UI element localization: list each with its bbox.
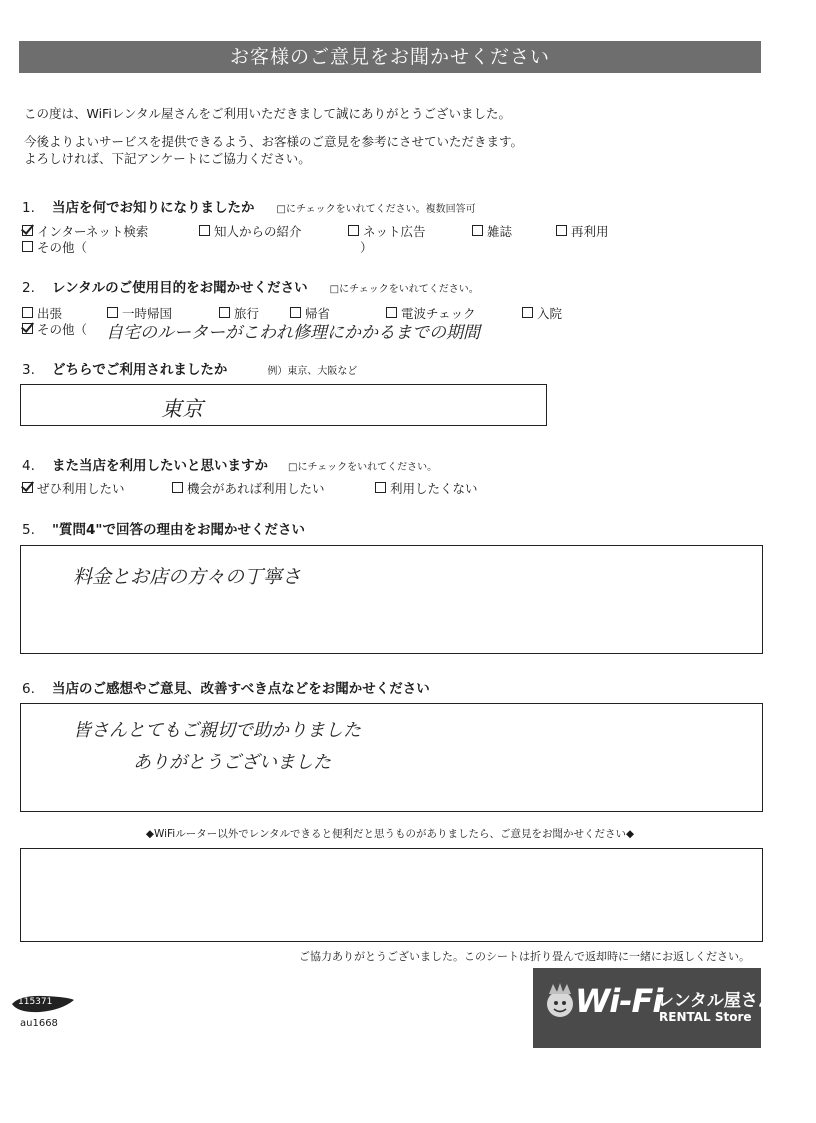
question-4-number: 4. (22, 458, 35, 474)
checkbox-checked[interactable] (22, 323, 33, 334)
intro-line-1: この度は、WiFiレンタル屋さんをご利用いただきまして誠にありがとうございました。 (24, 106, 512, 121)
q5-answer-box[interactable] (20, 545, 763, 654)
checkbox[interactable] (375, 482, 386, 493)
q1-option-reuse[interactable]: 再利用 (556, 222, 609, 240)
checkbox-checked[interactable] (22, 225, 33, 236)
q4-option-definitely[interactable]: ぜひ利用したい (22, 479, 125, 497)
question-3-number: 3. (22, 362, 35, 378)
extra-answer-box[interactable] (20, 848, 763, 942)
checkbox[interactable] (522, 307, 533, 318)
checkbox[interactable] (199, 225, 210, 236)
q1-option-internet[interactable]: インターネット検索 (22, 222, 148, 240)
q6-answer-handwritten-line-1: 皆さんとてもご親切で助かりました (73, 720, 361, 741)
question-2-number: 2. (22, 280, 35, 296)
question-1-number: 1. (22, 200, 35, 216)
q1-option-magazine[interactable]: 雑誌 (472, 222, 512, 240)
checkbox[interactable] (290, 307, 301, 318)
q4-option-if-chance[interactable]: 機会があれば利用したい (172, 479, 325, 497)
q3-answer-handwritten: 東京 (161, 397, 203, 421)
question-4-note: □にチェックをいれてください。 (288, 462, 438, 473)
wifi-rental-logo (533, 968, 775, 1048)
q2-option-hospital[interactable]: 入院 (522, 304, 562, 322)
q1-option-net-ad[interactable]: ネット広告 (348, 222, 426, 240)
q3-answer-box[interactable] (20, 384, 547, 426)
question-6-title (22, 677, 430, 697)
question-3-title (22, 358, 357, 378)
checkbox[interactable] (22, 307, 33, 318)
question-4-title (22, 454, 437, 474)
intro-line-3: よろしければ、下記アンケートにご協力ください。 (24, 151, 311, 166)
question-2-text: レンタルのご使用目的をお聞かせください (52, 280, 308, 296)
q2-option-business-trip[interactable]: 出張 (22, 304, 62, 322)
logo-wifi-text: Wi-Fi (575, 982, 663, 1020)
question-2-note: □にチェックをいれてください。 (329, 284, 479, 295)
question-3-example: 例）東京、大阪など (267, 366, 358, 377)
question-6-number: 6. (22, 681, 35, 697)
footer-thanks: ご協力ありがとうございました。このシートは折り畳んで返却時に一緒にお返しください。 (299, 950, 750, 963)
question-3-text: どちらでご利用されましたか (52, 362, 228, 378)
checkbox-checked[interactable] (22, 482, 33, 493)
q5-answer-handwritten: 料金とお店の方々の丁寧さ (73, 566, 302, 588)
q2-option-other[interactable]: その他（ (22, 320, 87, 338)
question-2-title (22, 276, 479, 296)
q6-answer-handwritten-line-2: ありがとうございました (133, 752, 331, 773)
q2-option-temporary-return[interactable]: 一時帰国 (107, 304, 172, 322)
q6-answer-box[interactable] (20, 703, 763, 812)
q1-option-referral[interactable]: 知人からの紹介 (199, 222, 302, 240)
q1-option-other[interactable]: その他（ (22, 238, 87, 256)
checkbox[interactable] (386, 307, 397, 318)
q2-option-homecoming[interactable]: 帰省 (290, 304, 330, 322)
question-1-text: 当店を何でお知りになりましたか (52, 200, 255, 216)
checkbox[interactable] (107, 307, 118, 318)
reference-code: au1668 (20, 1018, 58, 1029)
checkbox[interactable] (172, 482, 183, 493)
q2-option-signal-check[interactable]: 電波チェック (386, 304, 476, 322)
extra-question-title: ◆WiFiルーター以外でレンタルできると便利だと思うものがありましたら、ご意見をお聞かせください◆ (145, 828, 635, 840)
question-1-note: □にチェックをいれてください。複数回答可 (276, 204, 476, 215)
checkbox[interactable] (348, 225, 359, 236)
survey-title: お客様のご意見をお聞かせください (229, 46, 550, 68)
q2-option-travel[interactable]: 旅行 (219, 304, 259, 322)
stamp-number: 115371 (18, 997, 53, 1007)
question-6-text: 当店のご感想やご意見、改善すべき点などをお聞かせください (52, 681, 430, 697)
intro-line-2: 今後よりよいサービスを提供できるよう、お客様のご意見を参考にさせていただきます。 (24, 134, 524, 149)
checkbox[interactable] (219, 307, 230, 318)
logo-english-text: RENTAL Store (659, 1010, 752, 1024)
question-4-text: また当店を利用したいと思いますか (52, 458, 268, 474)
survey-title-bar (19, 41, 761, 73)
checkbox[interactable] (22, 241, 33, 252)
question-5-text: "質問4"で回答の理由をお聞かせください (52, 522, 305, 538)
question-1-title (22, 196, 476, 216)
q1-other-close-paren: ） (360, 240, 373, 255)
checkbox[interactable] (472, 225, 483, 236)
mascot-icon (541, 982, 579, 1020)
q4-option-no[interactable]: 利用したくない (375, 479, 478, 497)
question-5-title (22, 518, 305, 538)
logo-japanese-text: レンタル屋さん (657, 991, 775, 1011)
q2-other-answer-handwritten: 自宅のルーターがこわれ修理にかかるまでの期間 (106, 323, 480, 343)
question-5-number: 5. (22, 522, 35, 538)
checkbox[interactable] (556, 225, 567, 236)
